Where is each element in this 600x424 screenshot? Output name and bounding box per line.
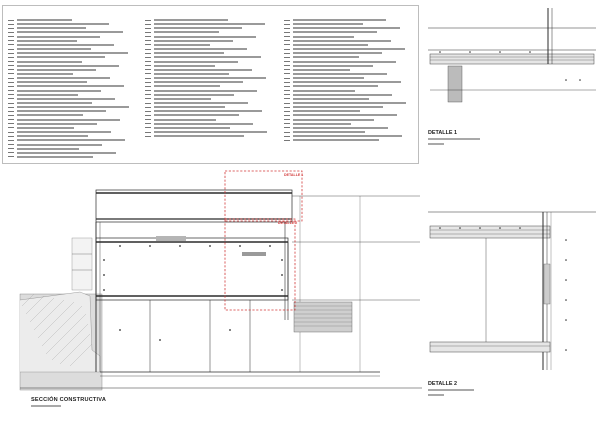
detail-2-subtitle xyxy=(428,389,474,391)
lower-floor-box xyxy=(96,238,288,300)
callout-frame-1 xyxy=(225,171,302,221)
detail-1-subtitle-2 xyxy=(428,143,444,145)
detail-callouts xyxy=(225,171,302,310)
detail-1-subtitle xyxy=(428,138,480,140)
section-title: SECCIÓN CONSTRUCTIVA xyxy=(31,397,107,403)
detail-2-slab xyxy=(430,226,550,238)
detail-2-terrace xyxy=(430,342,550,352)
callout-label-2: DETALLE 2 xyxy=(278,221,298,225)
detail-1-title: DETALLE 1 xyxy=(428,130,457,136)
detail-2-subtitle-2 xyxy=(428,394,444,396)
section-drawing xyxy=(20,190,422,390)
callout-label-1: DETALLE 1 xyxy=(284,173,304,177)
section-markers xyxy=(103,245,283,341)
detail-2-title: DETALLE 2 xyxy=(428,381,457,387)
detail-1-roof-layers xyxy=(430,54,594,64)
section-subtitle xyxy=(31,405,61,407)
detail-1-drawing xyxy=(428,8,596,102)
hatched-wall xyxy=(294,302,352,332)
left-annex xyxy=(72,238,92,290)
detail-2-drawing xyxy=(428,212,596,370)
upper-floor-box xyxy=(96,190,292,222)
